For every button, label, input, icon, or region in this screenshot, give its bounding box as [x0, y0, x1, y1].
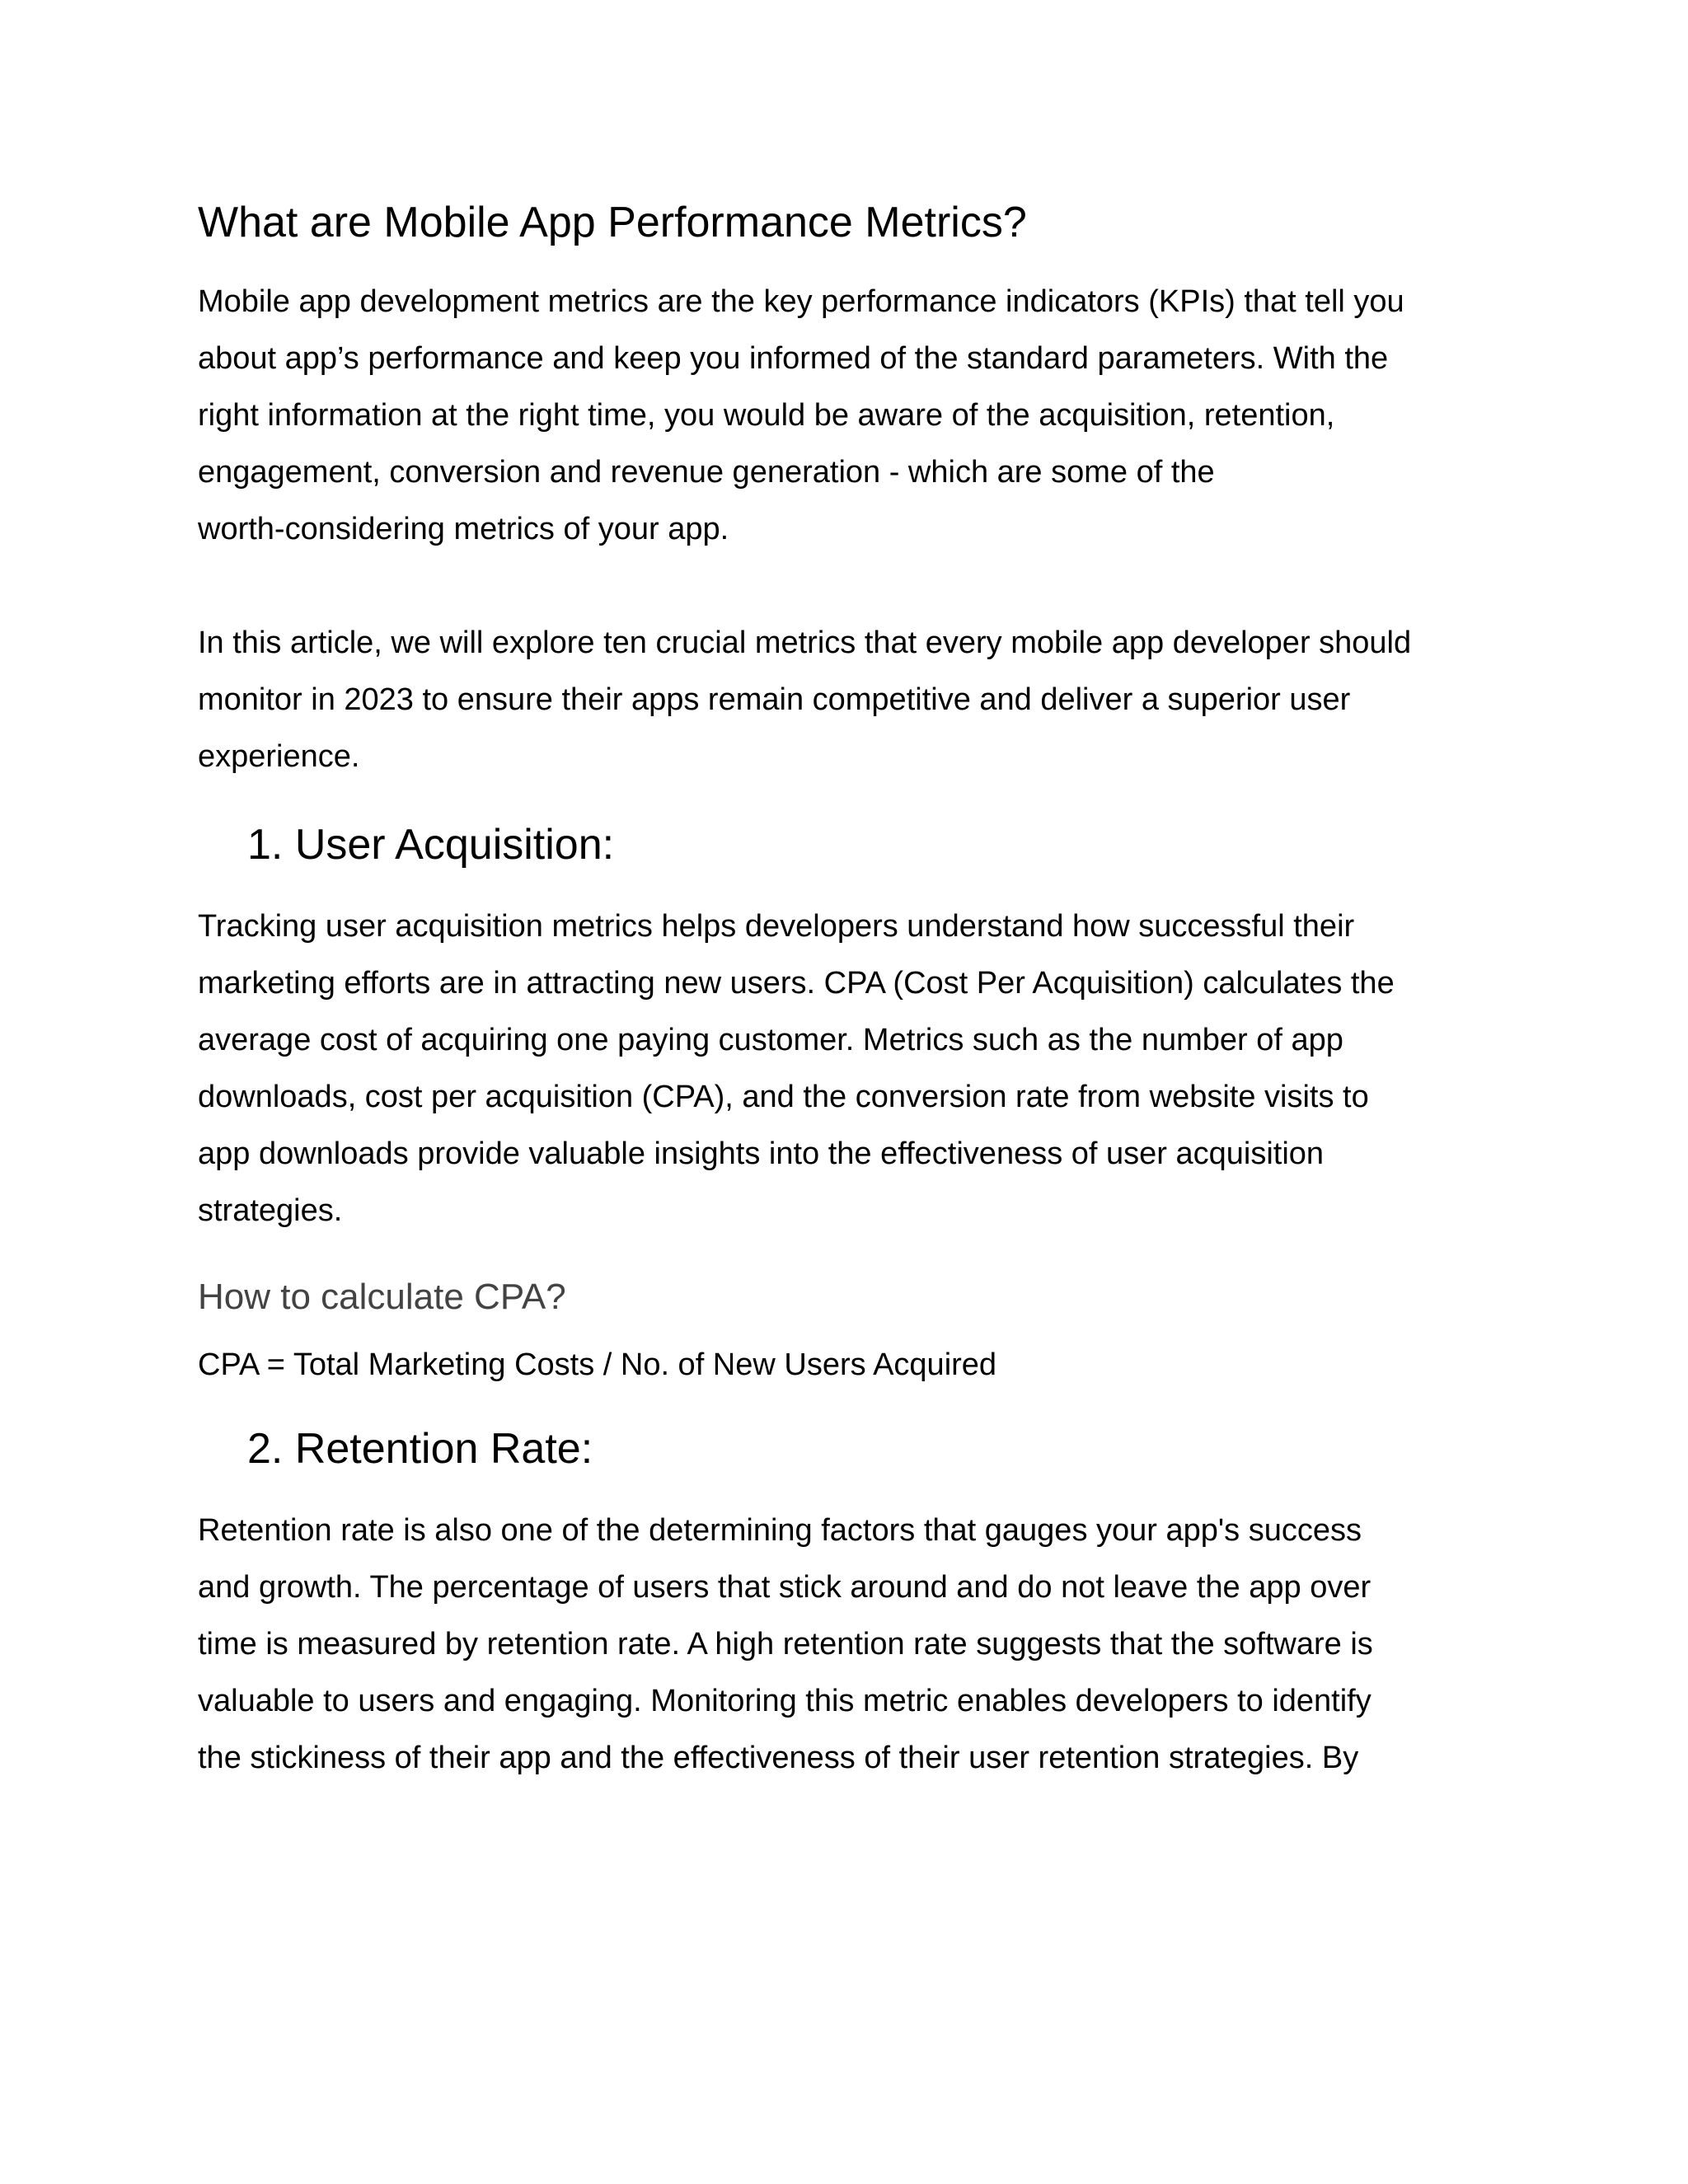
body-line: Retention rate is also one of the determining factors that gauges your app's success	[198, 1513, 1362, 1548]
overview-line: experience.	[198, 739, 360, 774]
body-line: time is measured by retention rate. A high retention rate suggests that the software is	[198, 1627, 1373, 1661]
body-line: marketing efforts are in attracting new users. CPA (Cost Per Acquisition) calculates the	[198, 966, 1395, 1001]
body-line: strategies.	[198, 1193, 343, 1228]
intro-line: worth-considering metrics of your app.	[198, 512, 729, 546]
article-overview-paragraph	[198, 615, 1492, 785]
cpa-formula: CPA = Total Marketing Costs / No. of New Users Acquired	[198, 1347, 997, 1382]
body-line: average cost of acquiring one paying customer. Metrics such as the number of app	[198, 1023, 1343, 1057]
intro-line: engagement, conversion and revenue generation - which are some of the	[198, 455, 1215, 490]
body-line: and growth. The percentage of users that stick around and do not leave the app over	[198, 1570, 1372, 1605]
paragraph-spacer	[198, 558, 1492, 615]
body-line: the stickiness of their app and the effectiveness of their user retention strategies. By	[198, 1741, 1359, 1775]
intro-line: about app’s performance and keep you informed of the standard parameters. With the	[198, 341, 1389, 376]
intro-line: right information at the right time, you would be aware of the acquisition, retention,	[198, 398, 1335, 433]
section-heading-retention-rate: 2. Retention Rate:	[247, 1425, 593, 1473]
body-line: downloads, cost per acquisition (CPA), and the conversion rate from website visits to	[198, 1080, 1369, 1114]
intro-paragraph	[198, 274, 1492, 558]
section-heading-user-acquisition: 1. User Acquisition:	[247, 821, 615, 869]
overview-line: In this article, we will explore ten crucial metrics that every mobile app developer should	[198, 626, 1412, 660]
page-title: What are Mobile App Performance Metrics?	[198, 199, 1027, 246]
user-acquisition-paragraph	[198, 898, 1492, 1240]
retention-rate-paragraph	[198, 1502, 1492, 1787]
cpa-subheading: How to calculate CPA?	[198, 1277, 566, 1317]
intro-line: Mobile app development metrics are the key performance indicators (KPIs) that tell you	[198, 284, 1404, 319]
body-line: app downloads provide valuable insights into the effectiveness of user acquisition	[198, 1137, 1325, 1171]
overview-line: monitor in 2023 to ensure their apps remain competitive and deliver a superior user	[198, 682, 1351, 717]
body-line: valuable to users and engaging. Monitoring this metric enables developers to identify	[198, 1684, 1372, 1718]
document-content	[198, 196, 1492, 1787]
body-line: Tracking user acquisition metrics helps developers understand how successful their	[198, 909, 1355, 944]
